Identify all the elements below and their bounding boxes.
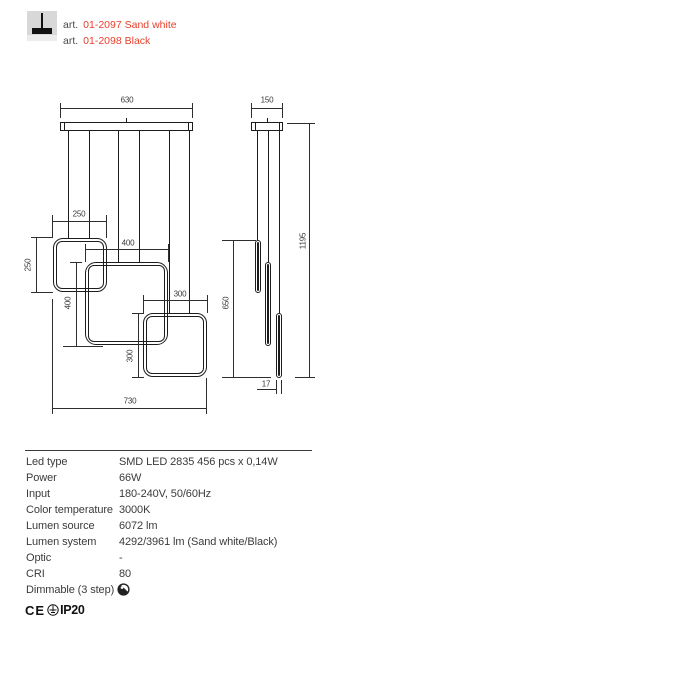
dim-square2-height-label: 400: [63, 296, 73, 310]
side-profile-300: [276, 313, 282, 378]
dim-tick: [206, 403, 207, 414]
dim-line: [60, 108, 193, 109]
dim-line: [138, 313, 139, 378]
dim-tick: [207, 295, 208, 306]
dim-tick: [222, 240, 256, 241]
front-canopy: [60, 122, 193, 131]
dim-tick: [287, 123, 315, 124]
spec-label: Dimmable (3 step): [26, 584, 115, 596]
spec-row: [26, 584, 356, 598]
article-line-2: [63, 35, 150, 47]
spec-value: 6072 lm: [119, 520, 158, 532]
front-canopy-cap-left: [64, 122, 65, 131]
suspension-wire: [279, 131, 280, 313]
extension-line: [276, 380, 277, 394]
dim-tick: [106, 215, 107, 227]
dim-tick: [295, 377, 315, 378]
ring-square-300-inner: [146, 316, 204, 374]
article-code-finish: 01-2097 Sand white: [83, 19, 177, 31]
dim-tick: [143, 295, 144, 306]
spec-value: 66W: [119, 472, 142, 484]
table-top-rule: [25, 450, 312, 451]
dim-square2-width-label: 400: [121, 238, 135, 248]
dim-square1-width-label: 250: [72, 209, 86, 219]
dimmable-icon: [117, 583, 130, 600]
dim-canopy-width-label: 630: [120, 95, 134, 105]
dim-tick: [85, 244, 86, 255]
spec-label: Lumen source: [26, 520, 95, 532]
dim-total-drop-label: 1195: [298, 232, 308, 250]
extension-line: [281, 380, 282, 394]
spec-label: Led type: [26, 456, 68, 468]
spec-row: [26, 536, 356, 550]
dim-line: [36, 237, 37, 293]
side-profile-250: [255, 240, 261, 293]
front-canopy-cap-right: [188, 122, 189, 131]
spec-row: [26, 568, 356, 582]
dim-tick: [132, 313, 144, 314]
pendant-fixture-icon: [27, 11, 57, 41]
cert-circle-icon: [47, 604, 59, 616]
dim-profile-thickness-label: 17: [261, 379, 271, 389]
spec-row: [26, 488, 356, 502]
ce-mark: CE: [25, 602, 46, 618]
spec-label: Power: [26, 472, 57, 484]
spec-label: Color temperature: [26, 504, 113, 516]
spec-label: Input: [26, 488, 50, 500]
dim-tick: [132, 377, 144, 378]
side-profile-250-inner: [257, 242, 259, 291]
dim-tick: [31, 292, 53, 293]
dim-line: [52, 408, 207, 409]
dim-line: [76, 262, 77, 347]
side-canopy-cap-right: [279, 122, 280, 131]
side-profile-400: [265, 262, 271, 346]
dim-tick: [52, 403, 53, 414]
icon-rod: [41, 13, 43, 29]
dim-line: [233, 240, 234, 377]
spec-row: [26, 456, 356, 470]
dim-line: [251, 108, 283, 109]
suspension-wire: [268, 131, 269, 262]
dim-total-width-label: 730: [123, 396, 137, 406]
icon-base-strip: [27, 35, 57, 41]
dim-tick: [222, 377, 271, 378]
dim-square3-height-label: 300: [125, 349, 135, 363]
extension-line: [206, 378, 207, 403]
article-code-finish: 01-2098 Black: [83, 35, 151, 47]
spec-row: [26, 472, 356, 486]
certification-marks: [25, 602, 85, 618]
dim-square3-width-label: 300: [173, 289, 187, 299]
spec-label: Optic: [26, 552, 52, 564]
suspension-wire: [257, 131, 258, 240]
dim-tick: [31, 237, 53, 238]
spec-label: Lumen system: [26, 536, 97, 548]
dim-square1-height-label: 250: [23, 258, 33, 272]
article-prefix: art.: [63, 19, 79, 31]
spec-label: CRI: [26, 568, 45, 580]
front-canopy-center-mark: [126, 118, 127, 122]
article-line-1: [63, 19, 177, 31]
dim-tick: [52, 215, 53, 227]
dim-line: [85, 249, 169, 250]
suspension-wire: [68, 131, 69, 239]
spec-row: [26, 504, 356, 518]
spec-value: 4292/3961 lm (Sand white/Black): [119, 536, 278, 548]
spec-row: [26, 520, 356, 534]
side-profile-300-inner: [278, 315, 280, 376]
ip-rating: IP20: [60, 602, 85, 617]
spec-value: 80: [119, 568, 132, 580]
dim-fixture-height-label: 650: [221, 296, 231, 310]
dimmer-icon: [117, 583, 130, 596]
extension-line: [143, 306, 144, 313]
dim-line: [143, 300, 208, 301]
spec-value: 180-240V, 50/60Hz: [119, 488, 212, 500]
extension-line: [168, 255, 169, 262]
dim-canopy-depth-label: 150: [260, 95, 274, 105]
side-canopy-cap-left: [255, 122, 256, 131]
extension-line: [85, 255, 86, 262]
spec-value: SMD LED 2835 456 pcs x 0,14W: [119, 456, 278, 468]
extension-line: [106, 227, 107, 238]
side-canopy-center-mark: [267, 118, 268, 122]
spec-value: -: [119, 552, 123, 564]
dim-line: [309, 123, 310, 377]
icon-bar: [32, 28, 52, 34]
side-profile-400-inner: [267, 264, 269, 344]
suspension-wire: [118, 131, 119, 263]
dim-tick: [70, 262, 82, 263]
dim-tick: [60, 103, 61, 118]
suspension-wire: [89, 131, 90, 239]
dim-tick: [63, 346, 103, 347]
spec-value: 3000K: [119, 504, 151, 516]
article-prefix: art.: [63, 35, 79, 47]
dim-tick: [168, 244, 169, 255]
dim-line: [52, 221, 107, 222]
suspension-wire: [189, 131, 190, 314]
ring-square-300: [143, 313, 207, 377]
extension-line: [207, 306, 208, 313]
extension-line: [52, 299, 53, 403]
dim-line: [257, 389, 277, 390]
dim-tick: [192, 103, 193, 118]
dim-tick: [251, 103, 252, 118]
suspension-wire: [169, 131, 170, 314]
dim-tick: [282, 103, 283, 118]
suspension-wire: [139, 131, 140, 263]
spec-row: [26, 552, 356, 566]
